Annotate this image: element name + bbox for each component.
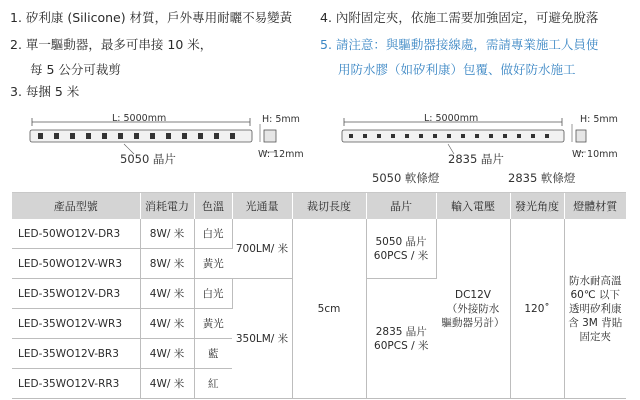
chip-5050-density: 60PCS / 米: [373, 249, 429, 262]
cell-power: 4W/ 米: [140, 279, 194, 309]
cell-power: 8W/ 米: [140, 249, 194, 279]
note-5: 5. 請注意：與驅動器接線處，需請專業施工人員使: [320, 37, 599, 52]
cell-color: 黃光: [194, 309, 232, 339]
strip-5050-length: L: 5000mm: [112, 113, 167, 124]
table-header-row: [12, 193, 626, 219]
cell-model: LED-50WO12V-DR3: [12, 219, 140, 249]
note-3: 3. 每捆 5 米: [10, 84, 80, 99]
header-material: 燈體材質: [564, 193, 626, 219]
cell-cut-length: 5cm: [292, 219, 366, 399]
strip-5050-width: W: 12mm: [258, 149, 304, 160]
cell-color: 黃光: [194, 249, 232, 279]
cell-flux-5050: 700LM/ 米: [232, 219, 292, 279]
voltage-note-1: （外接防水: [446, 302, 500, 315]
strip-2835-height: H: 5mm: [580, 114, 618, 125]
cell-model: LED-35WO12V-WR3: [12, 309, 140, 339]
header-color-temp: 色溫: [194, 193, 232, 219]
cell-power: 4W/ 米: [140, 369, 194, 399]
header-beam-angle: 發光角度: [510, 193, 564, 219]
note-2: 2. 單一驅動器，最多可串接 10 米，: [10, 37, 213, 52]
table-row: [12, 219, 626, 249]
note-4: 4. 內附固定夾，依施工需要加強固定，可避免脫落: [320, 10, 599, 25]
voltage-value: DC12V: [455, 288, 491, 301]
material-line-5: 固定夾: [579, 330, 611, 343]
cell-power: 8W/ 米: [140, 219, 194, 249]
header-cut-length: 裁切長度: [292, 193, 366, 219]
header-input-voltage: 輸入電壓: [436, 193, 510, 219]
header-model: 產品型號: [12, 193, 140, 219]
chip-2835-density: 60PCS / 米: [374, 339, 429, 352]
strip-5050-height: H: 5mm: [262, 114, 300, 125]
strip-2835-length: L: 5000mm: [424, 113, 479, 124]
cell-flux-2835: 350LM/ 米: [232, 279, 292, 399]
note-1: 1. 矽利康 (Silicone) 材質，戶外專用耐曬不易變黃: [10, 10, 293, 25]
chip-5050-type: 5050 晶片: [375, 235, 427, 248]
cell-chip-2835: [366, 279, 436, 399]
material-line-1: 防水耐高溫: [569, 274, 622, 287]
cell-model: LED-35WO12V-DR3: [12, 279, 140, 309]
strip-5050-chip: 5050 晶片: [120, 152, 176, 166]
cell-color: 藍: [194, 339, 232, 369]
strip-2835-width: W: 10mm: [572, 149, 618, 160]
cell-power: 4W/ 米: [140, 309, 194, 339]
cell-material: [564, 219, 626, 399]
cell-beam-angle: 120˚: [510, 219, 564, 399]
voltage-note-2: 驅動器另計）: [441, 316, 505, 329]
material-line-3: 透明矽利康: [569, 302, 622, 315]
material-line-2: 60℃ 以下: [570, 288, 620, 301]
cell-chip-5050: [366, 219, 436, 279]
cell-color: 白光: [194, 219, 232, 249]
note-5-continued: 用防水膠（如矽利康）包覆、做好防水施工: [338, 62, 576, 77]
chip-2835-type: 2835 晶片: [375, 325, 427, 338]
cell-model: LED-35WO12V-BR3: [12, 339, 140, 369]
header-luminous-flux: 光通量: [232, 193, 292, 219]
strip-5050-caption: 5050 軟條燈: [372, 171, 440, 185]
header-chip: 晶片: [366, 193, 436, 219]
spec-table: [12, 193, 626, 399]
cell-power: 4W/ 米: [140, 339, 194, 369]
cell-color: 白光: [194, 279, 232, 309]
strip-2835-chip: 2835 晶片: [448, 152, 504, 166]
material-line-4: 含 3M 背貼: [568, 316, 623, 329]
note-2-continued: 每 5 公分可裁剪: [30, 62, 121, 77]
cell-input-voltage: [436, 219, 510, 399]
strip-2835-caption: 2835 軟條燈: [508, 171, 576, 185]
cell-color: 紅: [194, 369, 232, 399]
cell-model: LED-50WO12V-WR3: [12, 249, 140, 279]
header-power: 消耗電力: [140, 193, 194, 219]
cell-model: LED-35WO12V-RR3: [12, 369, 140, 399]
